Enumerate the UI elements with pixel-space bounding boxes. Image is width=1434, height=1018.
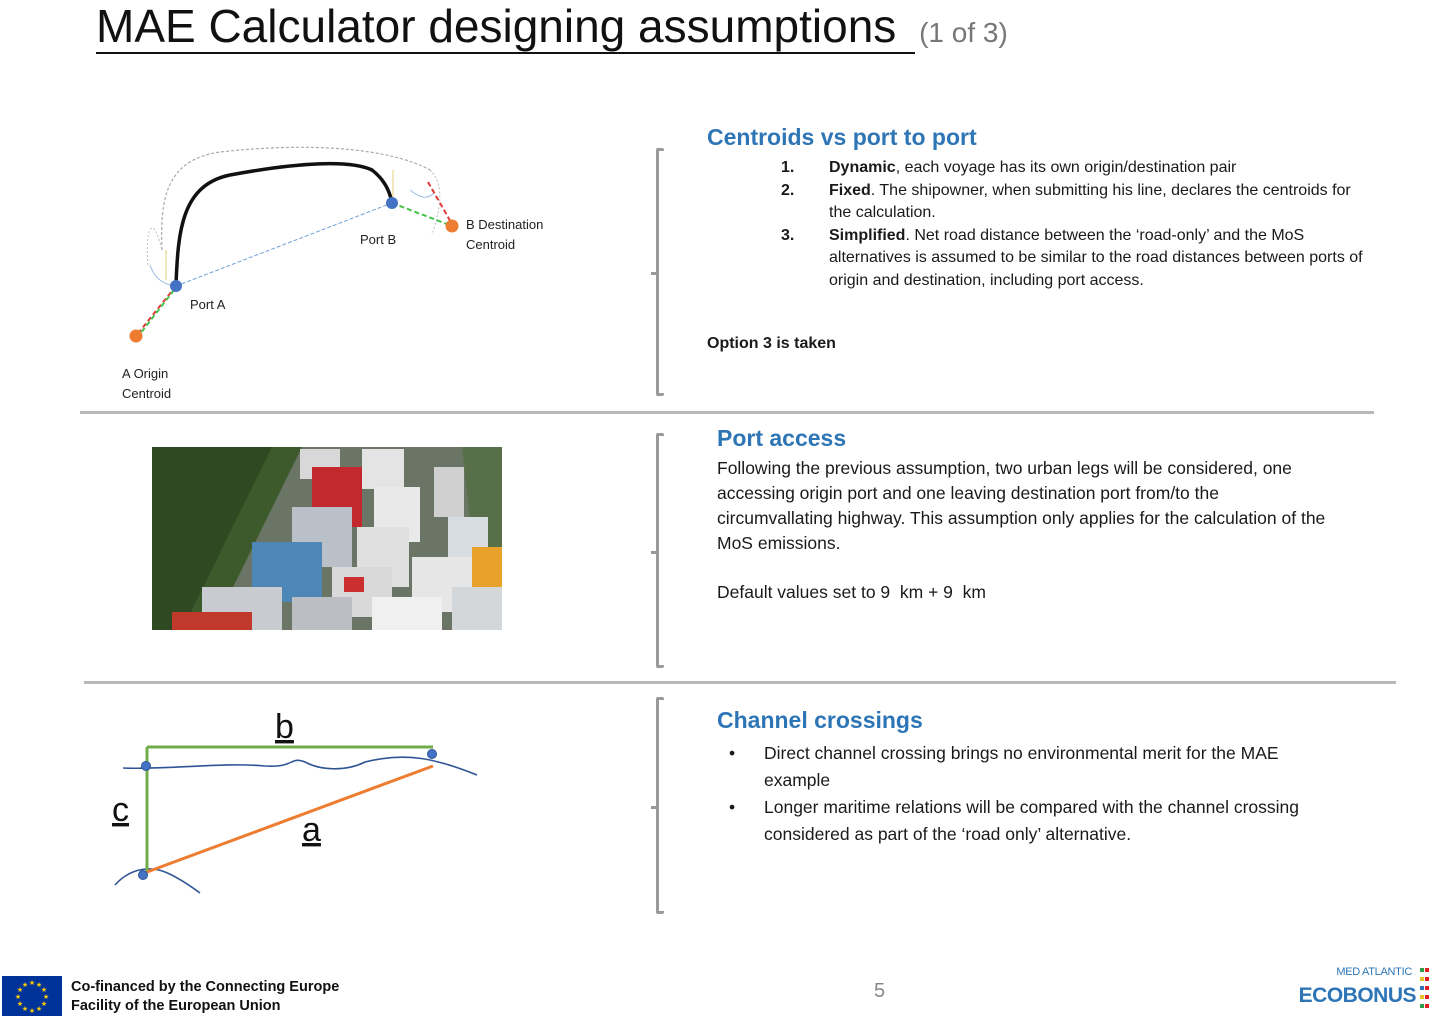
segment-a bbox=[147, 766, 433, 872]
svg-text:★: ★ bbox=[14, 993, 22, 1001]
eu-flag-icon bbox=[2, 976, 62, 1016]
label-b-destination-1: B Destination bbox=[466, 217, 544, 232]
title-page-indicator: (1 of 3) bbox=[919, 17, 1008, 48]
item-number: 1. bbox=[781, 159, 795, 176]
bullet-icon: • bbox=[729, 797, 736, 817]
label-a: a bbox=[302, 811, 321, 849]
cofinanced-text bbox=[71, 978, 339, 1016]
svg-text:★: ★ bbox=[40, 1000, 48, 1008]
traffic-jam-illustration bbox=[152, 447, 502, 630]
cofinanced-line-1: Co-financed by the Connecting Europe bbox=[71, 979, 340, 995]
section3-bullets bbox=[717, 740, 1337, 848]
title-main: MAE Calculator designing assumptions bbox=[96, 0, 915, 54]
item-term: Fixed bbox=[829, 181, 871, 199]
section3-bracket bbox=[656, 697, 664, 914]
svg-text:★: ★ bbox=[28, 1007, 36, 1015]
traffic-jam-photo bbox=[152, 447, 502, 630]
logo-top-text: MED ATLANTIC bbox=[1336, 966, 1412, 978]
channel-crossing-diagram bbox=[105, 700, 490, 900]
port-a-node bbox=[170, 280, 182, 292]
label-a-origin-2: Centroid bbox=[122, 386, 172, 401]
list-item bbox=[717, 740, 1337, 794]
item-text: . The shipowner, when submitting his line, declares the centroids for the calculation. bbox=[829, 181, 1351, 221]
list-item bbox=[707, 225, 1367, 293]
list-item bbox=[707, 180, 1367, 225]
origin-centroid-node bbox=[130, 330, 143, 343]
centroid-diagram bbox=[110, 140, 560, 410]
svg-text:★: ★ bbox=[16, 1000, 24, 1008]
section2-defaults: Default values set to 9 km + 9 km bbox=[717, 582, 986, 602]
label-port-a: Port A bbox=[190, 297, 226, 312]
port-b-node bbox=[386, 197, 398, 209]
label-port-b: Port B bbox=[360, 232, 397, 247]
section1-heading: Centroids vs port to port bbox=[707, 124, 977, 150]
item-text: . Net road distance between the ‘road-only’ and the MoS alternatives is assumed to be similar to the road distances between ports of origin and destination, including port access. bbox=[829, 226, 1363, 289]
section2-paragraph: Following the previous assumption, two urban legs will be considered, one accessing origin port and one leaving destination port from/to the circumvallating highway. This assumption only applies for the calculation of the MoS emissions. bbox=[717, 458, 1326, 553]
section2-bracket bbox=[656, 433, 664, 668]
svg-text:★: ★ bbox=[21, 1005, 29, 1013]
svg-text:★: ★ bbox=[35, 1005, 43, 1013]
label-b: b bbox=[275, 708, 294, 746]
item-number: 3. bbox=[781, 226, 795, 244]
section1-conclusion: Option 3 is taken bbox=[707, 335, 836, 352]
item-term: Simplified bbox=[829, 226, 906, 244]
label-c: c bbox=[112, 791, 129, 829]
label-b-destination-2: Centroid bbox=[466, 237, 516, 252]
section2-heading: Port access bbox=[717, 425, 847, 451]
bullet-text: Direct channel crossing brings no environmental merit for the MAE example bbox=[764, 743, 1279, 790]
item-term: Dynamic bbox=[829, 159, 896, 176]
logo-main-text: ECOBONUS bbox=[1298, 984, 1416, 1007]
cofinanced-line-2: Facility of the European Union bbox=[71, 998, 281, 1014]
logo-flag-stripes-icon bbox=[1420, 968, 1430, 1012]
destination-centroid-node bbox=[446, 220, 459, 233]
svg-text:★: ★ bbox=[42, 993, 50, 1001]
svg-text:★: ★ bbox=[40, 986, 48, 994]
svg-text:★: ★ bbox=[28, 979, 36, 987]
page-number: 5 bbox=[874, 980, 886, 1002]
list-item bbox=[707, 157, 1367, 180]
section3-heading: Channel crossings bbox=[717, 707, 923, 733]
section1-options-list bbox=[707, 157, 1367, 292]
item-text: , each voyage has its own origin/destination pair bbox=[895, 159, 1237, 176]
section1-bracket bbox=[656, 148, 664, 396]
ecobonus-logo bbox=[1300, 966, 1432, 1016]
bullet-text: Longer maritime relations will be compared with the channel crossing considered as part of the ‘road only’ alternative. bbox=[764, 797, 1299, 844]
svg-text:★: ★ bbox=[16, 986, 24, 994]
list-item bbox=[717, 794, 1337, 848]
bullet-icon: • bbox=[729, 743, 736, 763]
page-title bbox=[96, 0, 1008, 61]
svg-text:★: ★ bbox=[35, 981, 43, 989]
divider-1 bbox=[80, 411, 1374, 414]
label-a-origin-1: A Origin bbox=[122, 366, 169, 381]
divider-2 bbox=[84, 681, 1396, 684]
svg-text:★: ★ bbox=[21, 981, 29, 989]
item-number: 2. bbox=[781, 181, 795, 199]
